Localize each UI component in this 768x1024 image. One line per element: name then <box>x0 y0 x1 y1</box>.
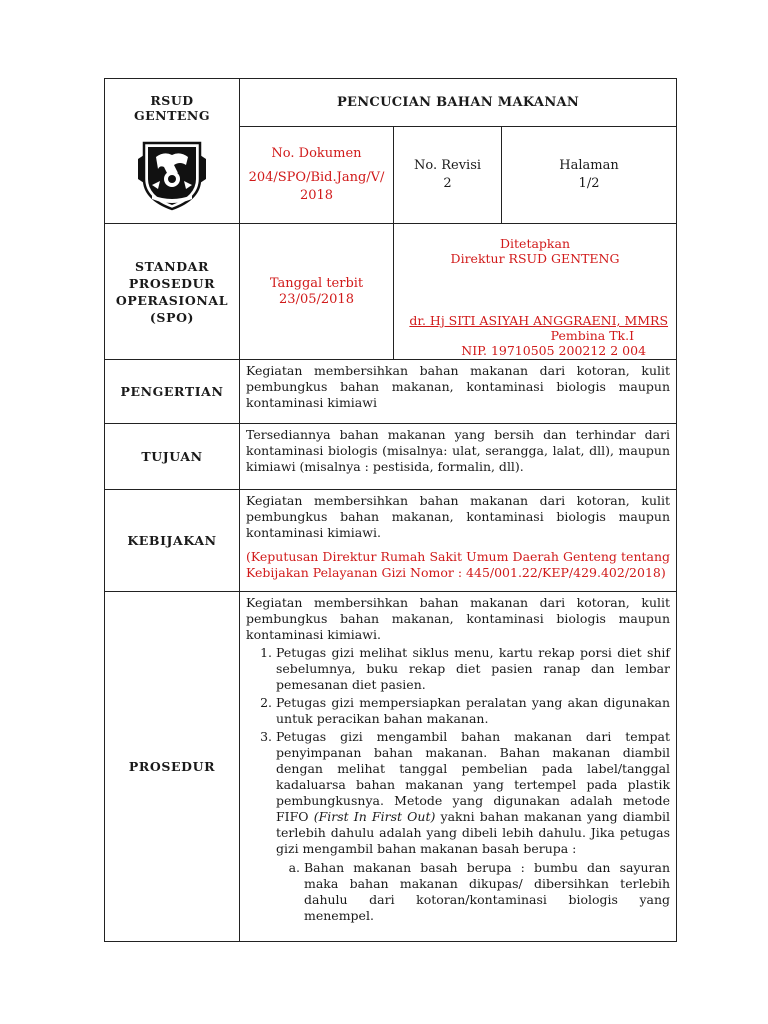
page-label: Halaman <box>559 158 619 173</box>
step-3-text-part2: yakni bahan makanan yang diambil terlebih dahulu adalah yang dibeli lebih dahulu. Jika petugas gizi mengambil bahan makanan basah berupa : <box>276 809 671 856</box>
approval-label: Ditetapkan <box>500 236 571 251</box>
spo-label-line1: STANDAR <box>135 258 209 274</box>
spo-label-line3: OPERASIONAL <box>115 292 229 308</box>
step-1-text: Petugas gizi melihat siklus menu, kartu rekap porsi diet shif sebelumnya, buku rekap diet pasien ranap dan lembar pemesanan diet pasien. <box>276 645 671 692</box>
institution-name-line2: GENTENG <box>133 108 211 123</box>
prosedur-step-3 <box>276 729 670 924</box>
institution-name-line1: RSUD <box>150 93 194 108</box>
director-rank: Pembina Tk.I <box>550 328 635 343</box>
page-cell <box>502 127 677 224</box>
doc-number-cell <box>240 127 394 224</box>
issue-date-cell <box>240 224 394 360</box>
director-name: dr. Hj SITI ASIYAH ANGGRAENI, MMRS <box>409 313 669 328</box>
regency-crest-icon <box>134 139 210 211</box>
doc-number-label: No. Dokumen <box>271 146 362 161</box>
revision-label: No. Revisi <box>413 158 482 173</box>
prosedur-step-1 <box>276 645 670 693</box>
revision-value: 2 <box>443 176 452 191</box>
prosedur-substeps <box>276 860 670 924</box>
kebijakan-text: Kegiatan membersihkan bahan makanan dari kotoran, kulit pembungkus bahan makanan, kontaminasi biologis maupun kontaminasi kimiawi. <box>246 493 671 540</box>
director-nip: NIP. 19710505 200212 2 004 <box>461 343 647 358</box>
spo-table <box>104 78 677 942</box>
kebijakan-reference: (Keputusan Direktur Rumah Sakit Umum Daerah Genteng tentang Kebijakan Pelayanan Gizi Nomor : 445/001.22/KEP/429.402/2018) <box>246 549 671 580</box>
prosedur-steps <box>246 645 670 924</box>
spo-document <box>104 78 676 942</box>
revision-cell <box>394 127 502 224</box>
document-title: PENCUCIAN BAHAN MAKANAN <box>240 79 677 127</box>
substep-a-text: Bahan makanan basah berupa : bumbu dan sayuran maka bahan makanan dikupas/ dibersihkan terlebih dahulu dari kotoran/kontaminasi biologis yang menempel. <box>304 860 671 923</box>
tujuan-label: TUJUAN <box>105 424 240 490</box>
step-2-text: Petugas gizi mempersiapkan peralatan yang akan digunakan untuk peracikan bahan makanan. <box>276 695 671 726</box>
doc-number-value: 204/SPO/Bid.Jang/V/ 2018 <box>248 170 385 203</box>
prosedur-cell <box>240 592 677 942</box>
step-3-text-part1: Petugas gizi mengambil bahan makanan dari tempat penyimpanan bahan makanan. Bahan makanan diambil dengan melihat tanggal pembelian pada label/tanggal kadaluarsa bahan makanan yang tertempel pada plastik pembungkusnya. Metode yang digunakan adalah metode FIFO <box>276 729 671 824</box>
prosedur-label: PROSEDUR <box>105 592 240 942</box>
prosedur-intro: Kegiatan membersihkan bahan makanan dari kotoran, kulit pembungkus bahan makanan, kontaminasi biologis maupun kontaminasi kimiawi. <box>246 595 671 642</box>
prosedur-substep-a <box>304 860 670 924</box>
institution-cell <box>105 79 240 224</box>
pengertian-label: PENGERTIAN <box>105 360 240 424</box>
page-value: 1/2 <box>578 176 600 191</box>
pengertian-text: Kegiatan membersihkan bahan makanan dari kotoran, kulit pembungkus bahan makanan, kontaminasi biologis maupun kontaminasi kimiawi <box>240 360 677 424</box>
tujuan-text: Tersediannya bahan makanan yang bersih dan terhindar dari kontaminasi biologis (misalnya: ulat, serangga, lalat, dll), maupun kimiawi (misalnya : pestisida, formalin, dll). <box>240 424 677 490</box>
spo-label-line4: (SPO) <box>149 309 195 325</box>
approval-cell <box>394 224 677 360</box>
kebijakan-label: KEBIJAKAN <box>105 490 240 592</box>
approver-title: Direktur RSUD GENTENG <box>450 251 620 266</box>
step-3-fifo-italic: (First In First Out) <box>313 809 436 824</box>
spo-label-line2: PROSEDUR <box>128 275 216 291</box>
spo-label <box>105 224 240 360</box>
issue-date-value: 23/05/2018 <box>279 291 354 307</box>
kebijakan-cell <box>240 490 677 592</box>
prosedur-step-2 <box>276 695 670 727</box>
issue-date-label: Tanggal terbit <box>269 275 364 291</box>
